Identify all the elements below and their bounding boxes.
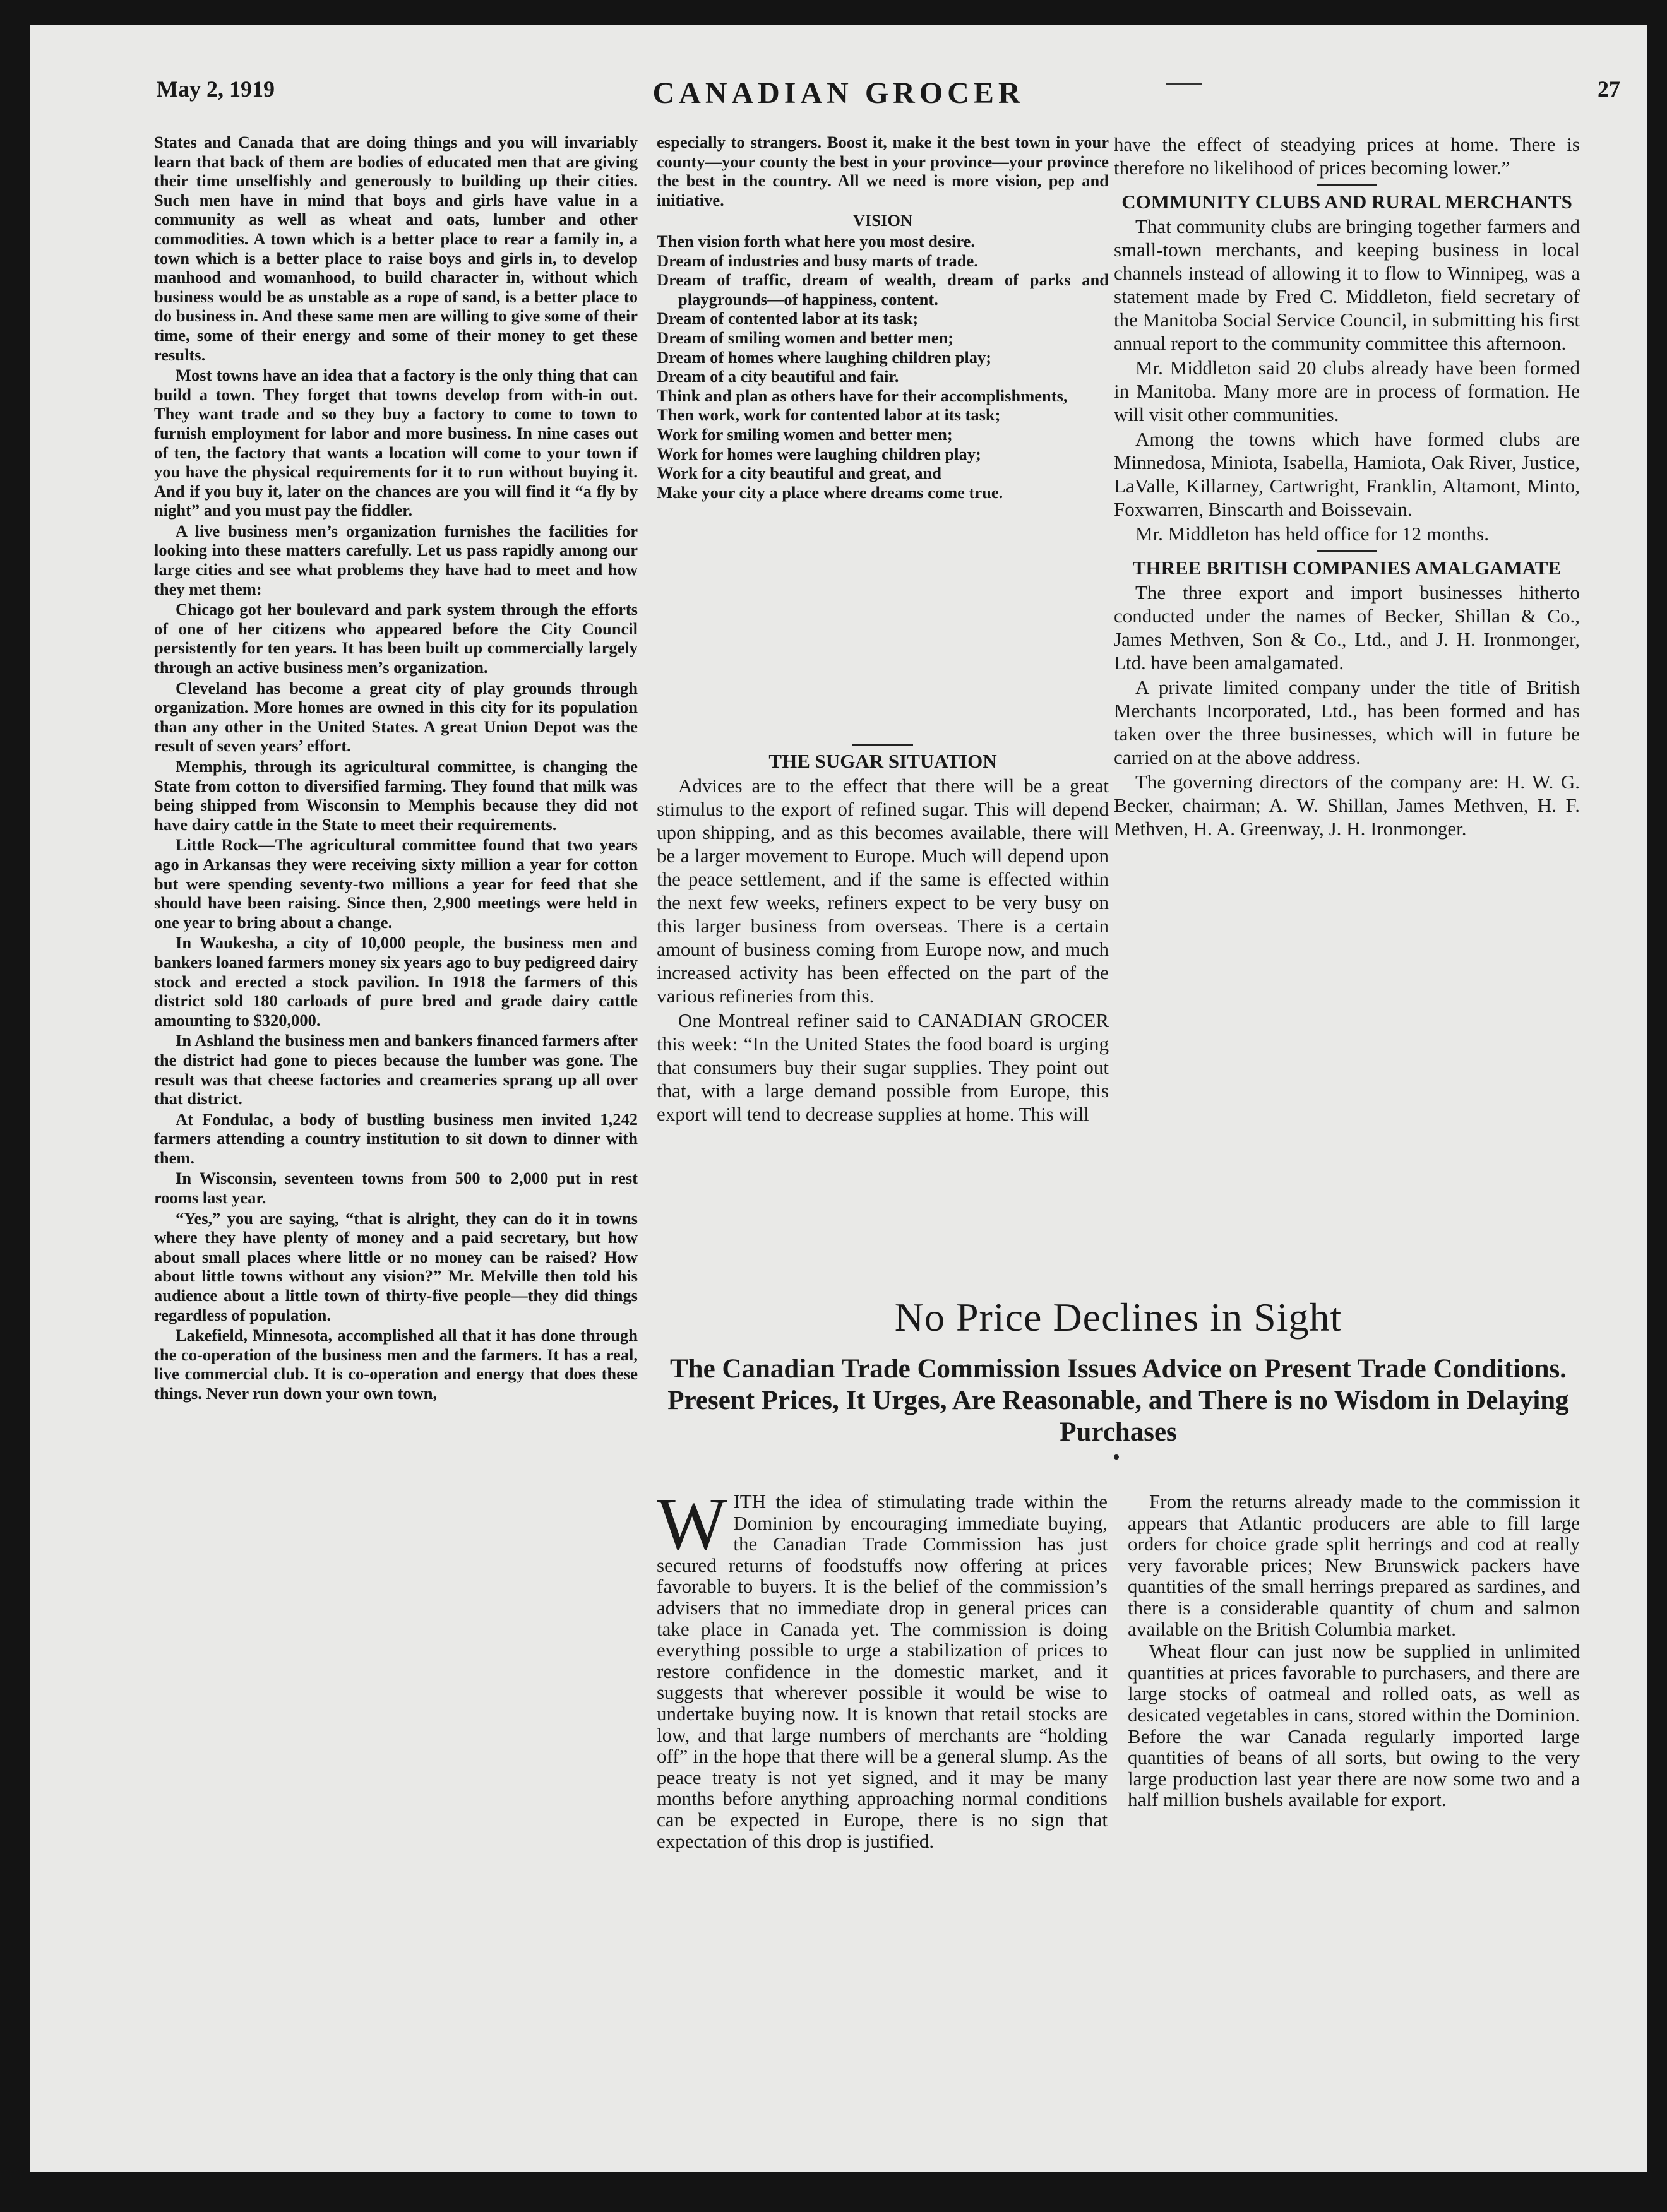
poem-line: Dream of smiling women and better men; bbox=[657, 328, 954, 347]
vision-heading: VISION bbox=[852, 211, 913, 230]
poem-line: Work for smiling women and better men; bbox=[657, 424, 953, 444]
paragraph: Cleveland has become a great city of play grounds through organization. More homes are owned in this city for its population than any other in the United States. A great Union Depot was the result of seven years’ effort. bbox=[154, 678, 638, 756]
section-divider bbox=[852, 744, 913, 746]
section-divider bbox=[1317, 184, 1377, 186]
paragraph: States and Canada that are doing things and you will invariably learn that back of them are bodies of educated men that are giving their time unselfishly and generously to building up their cities. Such men have in mind that boys and girls have value in a community as well as wheat and oats, lumber and other commodities. A town which is a better place to rear a family in, a town which is a better place to raise boys and girls in, to develop manhood and womanhood, to build character in, without which business would be as unstable as a rope of sand, is a better place to do business in. And these same men are willing to give some of their time, some of their energy and some of their money to get these results. bbox=[154, 133, 638, 364]
paragraph: In Ashland the business men and bankers financed farmers after the district had gone to pieces because the lumber was gone. The result was that cheese factories and creameries sprang up all over that district. bbox=[154, 1031, 638, 1109]
poem-line: Then work, work for contented labor at its task; bbox=[657, 405, 1001, 425]
column-one bbox=[154, 133, 638, 1405]
section-divider bbox=[1317, 550, 1377, 552]
poem-line: Then vision forth what here you most desire. bbox=[657, 231, 976, 251]
paragraph: Mr. Middleton has held office for 12 months. bbox=[1135, 523, 1489, 545]
poem-line: Dream of traffic, dream of wealth, dream of parks and playgrounds—of happiness, content. bbox=[657, 270, 1109, 309]
poem-line: Dream of a city beautiful and fair. bbox=[657, 367, 899, 386]
paragraph: “Yes,” you are saying, “that is alright, they can do it in towns where they have plenty of money and a paid secretary, but how about small places where little or no money can be raised? How about little towns without any vision?” Mr. Melville then told his audience about a little town of thirty-five people—they did things regardless of population. bbox=[154, 1208, 638, 1324]
paragraph: Among the towns which have formed clubs are Minnedosa, Miniota, Isabella, Hamiota, Oak River, Justice, LaValle, Killarney, Cartwright, Franklin, Altamont, Minto, Foxwarren, Binscarth and Boissevain. bbox=[1114, 428, 1580, 520]
paragraph: Advices are to the effect that there will be a great stimulus to the export of refined sugar. This will depend upon shipping, and as this becomes available, there will be a larger movement to Europe. Much will depend upon the peace settlement, and if the same is effected within the next few weeks, refiners expect to be very busy on this larger business from overseas. There is a certain amount of business coming from Europe now, and much increased activity has been effected on the part of the various refineries from this. bbox=[657, 775, 1109, 1007]
paragraph: A live business men’s organization furnishes the facilities for looking into these matters carefully. Let us pass rapidly among our large cities and see what problems they have had to meet and how they met them: bbox=[154, 521, 638, 598]
paragraph: Chicago got her boulevard and park system through the efforts of one of her citizens who appeared before the City Council persistently for ten years. It has been built up commercially largely through an active business men’s organization. bbox=[154, 600, 638, 677]
paragraph: From the returns already made to the commission it appears that Atlantic producers are able to fill large orders for choice grade split herrings and cod at really very favorable prices; New Brunswick packers have quantities of the small herrings prepared as sardines, and there is a considerable quantity of chum and salmon available on the British Columbia market. bbox=[1128, 1490, 1580, 1640]
paragraph: Most towns have an idea that a factory is the only thing that can build a town. They forget that towns develop from with-in out. They want trade and so they buy a factory to come to town to furnish employment for labor and more business. In nine cases out of ten, the factory that wants a location will come to your town if you have the physical requirements for it to run without buying it. And if you buy it, later on the chances are you will find it “a fly by night” and you must pay the fiddler. bbox=[154, 366, 638, 520]
poem-line: Make your city a place where dreams come true. bbox=[657, 482, 1003, 502]
paragraph: Wheat flour can just now be supplied in unlimited quantities at prices favorable to purchasers, and there are large stocks of oatmeal and rolled oats, as well as desicated vegetables in cans, stored within the Dominion. Before the war Canada regularly imported large quantities of beans of all sorts, but owing to the very large production last year there are now some two and a half million bushels available for export. bbox=[1128, 1640, 1580, 1811]
feature-column-right bbox=[1128, 1491, 1580, 1812]
paragraph: In Waukesha, a city of 10,000 people, the business men and bankers loaned farmers money six years ago to buy pedigreed dairy stock and erected a stock pavilion. In 1918 the farmers of this district sold 180 carloads of pure bred and grade dairy cattle amounting to $320,000. bbox=[154, 933, 638, 1030]
poem-line: Think and plan as others have for their accomplishments, bbox=[657, 386, 1068, 405]
paragraph: The three export and import businesses hitherto conducted under the names of Becker, Shillan & Co., James Methven, Son & Co., Ltd., and J. H. Ironmonger, Ltd. have been amalgamated. bbox=[1114, 581, 1580, 674]
british-heading: THREE BRITISH COMPANIES AMALGAMATE bbox=[1132, 557, 1562, 579]
poem-line: Work for homes were laughing children play; bbox=[657, 444, 981, 463]
paragraph: At Fondulac, a body of bustling business men invited 1,242 farmers attending a country institution to sit down to dinner with them. bbox=[154, 1109, 638, 1167]
vision-poem bbox=[657, 232, 1109, 502]
ornament-dot bbox=[1114, 1454, 1119, 1460]
paragraph: A private limited company under the title of British Merchants Incorporated, Ltd., has been formed and has taken over the three businesses, which will in future be carried on at the above address. bbox=[1114, 676, 1580, 768]
feature-deck: The Canadian Trade Commission Issues Advice on Present Trade Conditions. Present Prices, It Urges, Are Reasonable, and There is no Wisdom in Delaying Purchases bbox=[667, 1354, 1569, 1447]
feature-headline: No Price Declines in Sight bbox=[894, 1295, 1342, 1340]
poem-line: Work for a city beautiful and great, and bbox=[657, 463, 942, 483]
issue-date: May 2, 1919 bbox=[157, 76, 275, 102]
paragraph: Little Rock—The agricultural committee found that two years ago in Arkansas they were receiving sixty million a year for cotton but were spending seventy-two millions a year for feed that she should have been raising. Since then, 2,900 meetings were held in one year to bring about a change. bbox=[154, 835, 638, 932]
paragraph: In Wisconsin, seventeen towns from 500 to 2,000 put in rest rooms last year. bbox=[154, 1168, 638, 1208]
paragraph: have the effect of steadying prices at home. There is therefore no likelihood of prices becoming lower.” bbox=[1114, 133, 1580, 179]
sugar-heading: THE SUGAR SITUATION bbox=[768, 750, 997, 772]
paragraph: ITH the idea of stimulating trade within the Dominion by encouraging immediate buying, the Canadian Trade Commission has just secured returns of foodstuffs now offering at prices favorable to buyers. It is the belief of the commission’s advisers that no immediate drop in general prices can take place in Canada yet. The commission is doing everything possible to urge a stabilization of prices to restore confidence in the domestic market, and it suggests that wherever possible it would be wise to undertake buying now. It is known that retail stocks are low, and that large numbers of merchants are “holding off” in the hope that there will be a general slump. As the peace treaty is not yet signed, and it may be many months before anything approaching normal conditions can be expected in Europe, there is no sign that expectation of this drop is justified. bbox=[657, 1490, 1108, 1852]
publication-title: CANADIAN GROCER bbox=[652, 76, 1025, 110]
paragraph: especially to strangers. Boost it, make it the best town in your county—your county the best in your province—your province the best in the country. All we need is more vision, pep and initiative. bbox=[657, 133, 1109, 210]
paragraph: Lakefield, Minnesota, accomplished all that it has done through the co-operation of the business men and the farmers. It has a real, live commercial club. It is co-operation and energy that does these things. Never run down your own town, bbox=[154, 1326, 638, 1403]
column-three bbox=[1114, 133, 1580, 841]
printer-mark bbox=[1166, 83, 1202, 93]
poem-line: Dream of homes where laughing children play; bbox=[657, 347, 992, 367]
feature-column-left bbox=[657, 1482, 1108, 1853]
community-heading: COMMUNITY CLUBS AND RURAL MERCHANTS bbox=[1121, 191, 1572, 213]
newspaper-page bbox=[30, 25, 1647, 2172]
sugar-section bbox=[657, 739, 1109, 1127]
column-two bbox=[657, 133, 1109, 502]
paragraph: Mr. Middleton said 20 clubs already have been formed in Manitoba. Many more are in process of formation. He will visit other communities. bbox=[1114, 357, 1580, 425]
poem-line: Dream of contented labor at its task; bbox=[657, 309, 919, 328]
paragraph: That community clubs are bringing together farmers and small-town merchants, and keeping business in local channels instead of allowing it to flow to Winnipeg, was a statement made by Fred C. Middleton, field secretary of the Manitoba Social Service Council, in submitting his first annual report to the community committee this afternoon. bbox=[1114, 215, 1580, 354]
poem-line: Dream of industries and busy marts of trade. bbox=[657, 251, 978, 270]
page-number: 27 bbox=[1598, 76, 1620, 102]
paragraph: Memphis, through its agricultural committee, is changing the State from cotton to diversified farming. They found that milk was being shipped from Wisconsin to Memphis because they did not have dairy cattle in the State to meet their requirements. bbox=[154, 757, 638, 834]
paragraph: One Montreal refiner said to CANADIAN GROCER this week: “In the United States the food board is urging that consumers buy their sugar supplies. They point out that, with a large demand possible from Europe, this export will tend to decrease supplies at home. This will bbox=[657, 1009, 1109, 1125]
drop-cap: W bbox=[657, 1482, 727, 1565]
paragraph: The governing directors of the company are: H. W. G. Becker, chairman; A. W. Shillan, James Methven, H. F. Methven, H. A. Greenway, J. H. Ironmonger. bbox=[1114, 771, 1580, 840]
